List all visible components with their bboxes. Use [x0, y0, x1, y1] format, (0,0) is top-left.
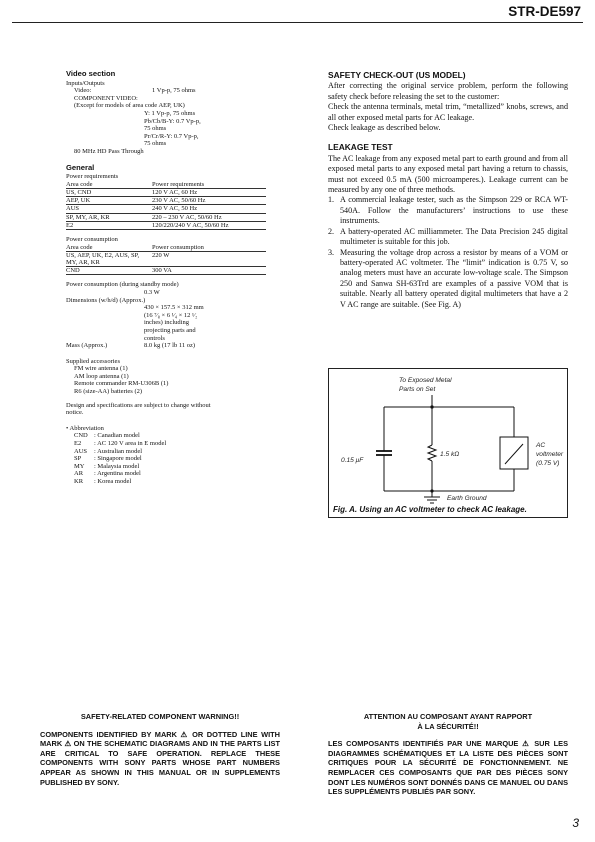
warning-body: COMPONENTS IDENTIFIED BY MARK ⚠ OR DOTTED LINE WITH MARK ⚠ ON THE SCHEMATIC DIAGRAMS AND IN THE PARTS LIST ARE CRITICAL TO SAFE OPERATION. REPLACE THESE COMPONENTS WITH SONY PARTS WHOSE PART NUMBERS APPEAR AS SHOWN IN THIS MANUAL OR IN SUPPLEMENTS PUBLISHED BY SONY. [40, 729, 280, 787]
label-parts-on-set: Parts on Set [399, 386, 436, 393]
component-y: Y: 1 Vp-p, 75 ohms [144, 109, 196, 117]
table-cell: E2 [66, 221, 152, 229]
accessory-item: R6 (size-AA) batteries (2) [74, 388, 143, 396]
component-pr: Pr/Cr/R-Y: 0.7 Vp-p, [144, 132, 199, 140]
video-spec-row [66, 87, 276, 95]
table-row [66, 221, 266, 229]
component-video-note: (Except for models of area code AEP, UK) [74, 102, 185, 110]
header-rule [12, 22, 583, 23]
leakage-methods-list [328, 195, 568, 309]
table-cell: CND [66, 267, 152, 275]
safety-paragraph: After correcting the original service problem, perform the following safety check before releasing the set to the customer: [328, 81, 568, 101]
accessory-item: AM loop antenna (1) [74, 372, 129, 380]
specifications-column [66, 70, 276, 486]
list-item: 2. A battery-operated AC milliammeter. The Data Precision 245 digital multimeter is suitable for this job. [328, 226, 568, 247]
leakage-paragraph: The AC leakage from any exposed metal part to earth ground and from all exposed metal parts to any exposed metal part having a return to chassis, must not exceed 0.5 mA (500 microamperes.). Leakage current can be measured by any one of three methods. [328, 153, 568, 195]
table-header: Power consumption [152, 244, 266, 252]
list-item: SP : Singapore model [74, 455, 142, 463]
list-item: 1. A commercial leakage tester, such as the Simpson 229 or RCA WT-540A. Follow the manufacturers’ instructions to use these instruments. [328, 195, 568, 226]
voltmeter-label: voltmeter [536, 451, 564, 458]
table-cell: 220 – 230 V AC, 50/60 Hz [152, 213, 266, 221]
table-cell: 120/220/240 V AC, 50/60 Hz [152, 221, 266, 229]
accessory-item: FM wire antenna (1) [74, 365, 128, 373]
safety-paragraph: Check leakage as described below. [328, 123, 441, 133]
power-consumption-title: Power consumption [66, 235, 118, 243]
safety-warning-french [328, 712, 568, 797]
table-cell: 300 VA [152, 267, 266, 275]
mass-value: 8.0 kg (17 lb 11 oz) [144, 342, 196, 350]
video-label: Video: [74, 87, 92, 95]
table-header: Power requirements [152, 181, 266, 189]
standby-consumption-value: 0.3 W [144, 288, 160, 296]
table-header: Area code [66, 244, 152, 252]
standby-consumption-label: Power consumption (during standby mode) [66, 281, 179, 289]
safety-column [328, 70, 568, 310]
warning-title: À LA SÉCURITÉ!! [417, 721, 479, 731]
table-row [66, 188, 266, 196]
dimensions-label: Dimensions (w/h/d) (Approx.) [66, 296, 146, 304]
list-item: CND : Canadian model [74, 432, 140, 440]
table-cell: AEP, UK [66, 197, 152, 205]
earth-ground-label: Earth Ground [447, 495, 487, 502]
component-pb: Pb/Cb/B-Y: 0.7 Vp-p, [144, 117, 201, 125]
table-cell: 240 V AC, 50 Hz [152, 205, 266, 213]
accessories-title: Supplied accessories [66, 357, 120, 365]
dimensions-line: inches) including [144, 319, 189, 327]
table-row [66, 205, 266, 213]
dimensions-line: (16 ⁷⁄₈ × 6 ¹⁄₄ × 12 ¹⁄₂ [144, 311, 198, 319]
dimensions-line: projecting parts and [144, 326, 196, 334]
list-item: AR : Argentina model [74, 470, 141, 478]
voltmeter-label: AC [536, 442, 546, 449]
table-cell: SP, MY, AR, KR [66, 213, 152, 221]
abbreviation-list [66, 425, 276, 486]
warning-title: SAFETY-RELATED COMPONENT WARNING!! [80, 712, 240, 721]
voltmeter-symbol [500, 437, 528, 469]
table-row [66, 197, 266, 205]
power-consumption-table [66, 244, 266, 276]
dimensions-line: controls [144, 334, 165, 342]
table-cell: 230 V AC, 50/60 Hz [152, 197, 266, 205]
safety-checkout-heading: SAFETY CHECK-OUT (US MODEL) [328, 70, 466, 80]
power-requirements-table [66, 181, 266, 230]
voltmeter-range: (0.75 V) [536, 460, 560, 467]
table-header: Area code [66, 181, 152, 189]
table-cell: 220 W [152, 251, 266, 266]
list-item: MY : Malaysia model [74, 462, 140, 470]
table-row [66, 251, 266, 266]
component-video-label: COMPONENT VIDEO: [74, 94, 138, 102]
label-exposed-metal: To Exposed Metal [399, 377, 452, 384]
safety-paragraph: Check the antenna terminals, metal trim, “metallized” knobs, screws, and all other exposed metal parts for AC leakage. [328, 102, 568, 122]
hd-pass-through: 80 MHz HD Pass Through [74, 147, 144, 155]
capacitor-value: 0.15 μF [341, 457, 364, 464]
mass-label: Mass (Approx.) [66, 342, 108, 350]
component-pr-ohms: 75 ohms [144, 140, 167, 148]
table-cell: AUS [66, 205, 152, 213]
accessory-item: Remote commander RM-U306B (1) [74, 380, 169, 388]
abbreviation-title: • Abbreviation [66, 424, 104, 432]
list-item: KR : Korea model [74, 478, 132, 485]
table-cell: US, AEP, UK, E2, AUS, SP, MY, AR, KR [66, 251, 152, 266]
table-cell: US, CND [66, 188, 152, 196]
general-heading: General [66, 162, 95, 172]
table-cell: 120 V AC, 60 Hz [152, 188, 266, 196]
model-number: STR-DE597 [508, 4, 581, 19]
design-note: Design and specifications are subject to change without notice. [66, 401, 211, 417]
page-number: 3 [572, 816, 579, 830]
figure-a-circuit [328, 368, 568, 518]
warning-body: LES COMPOSANTS IDENTIFIÉS PAR UNE MARQUE ⚠ SUR LES DIAGRAMMES SCHÉMATIQUES ET LA LISTE DES PIÈCES SONT CRITIQUES POUR LA SÉCURITÉ DE FONCTIONNEMENT. NE REMPLACER CES COMPOSANTS QUE PAR DES PIÈCES SONY DONT LES NUMÉROS SONT DONNÉS DANS CE MANUEL OU DANS LES SUPPLÉMENTS PUBLIÉS PAR SONY. [328, 739, 568, 797]
list-item: 3. Measuring the voltage drop across a resistor by means of a VOM or battery-operated AC voltmeter. The “limit” indication is 0.75 V, so analog meters must have an accurate low-voltage scale. The Simpson 250 and Sanwa SH-63Trd are examples of a passive VOM that is suitable. Nearly all battery operated digital multimeters that have a 2 V AC range are suitable. (See Fig. A) [328, 247, 568, 309]
power-requirements-title: Power requirements [66, 173, 119, 181]
resistor-value: 1.5 kΩ [440, 451, 460, 458]
figure-caption: Fig. A. Using an AC voltmeter to check AC leakage. [333, 505, 527, 514]
video-value: 1 Vp-p, 75 ohms [152, 87, 196, 95]
warning-title: ATTENTION AU COMPOSANT AYANT RAPPORT [363, 712, 533, 721]
table-row [66, 213, 266, 221]
leakage-test-heading: LEAKAGE TEST [328, 142, 393, 153]
component-pb-ohms: 75 ohms [144, 125, 167, 133]
table-row [66, 267, 266, 275]
safety-warning-english [40, 712, 280, 787]
video-section-heading: Video section [66, 69, 116, 78]
list-item: AUS : Australian model [74, 447, 143, 455]
resistor-symbol [428, 445, 436, 461]
dimensions-line: 430 × 157.5 × 312 mm [144, 304, 204, 312]
inputs-outputs-label: Inputs/Outputs [66, 79, 105, 87]
list-item: E2 : AC 120 V area in E model [74, 440, 167, 448]
leakage-circuit-diagram [329, 369, 569, 519]
